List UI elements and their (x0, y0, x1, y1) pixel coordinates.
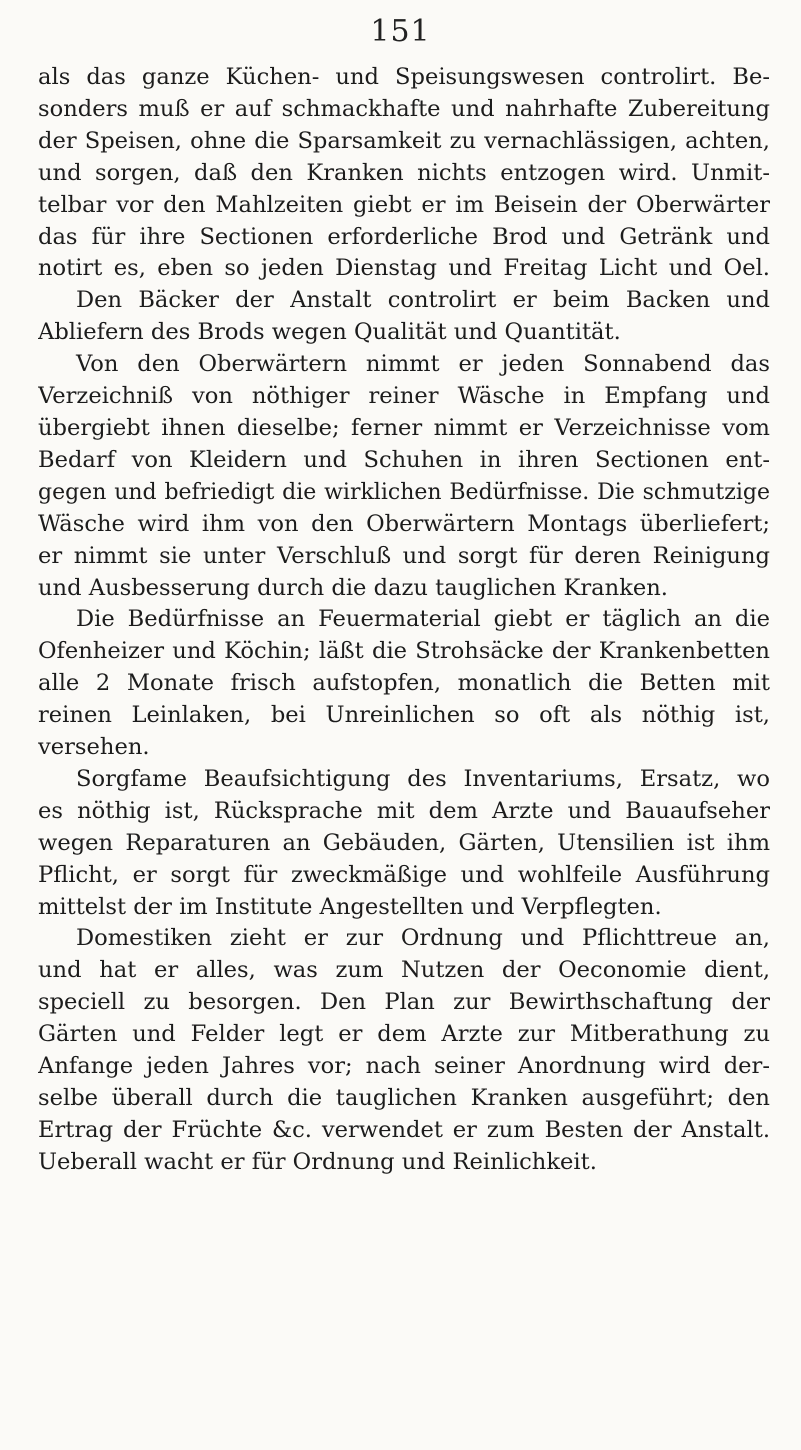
text-line: Die Bedürfnisse an Feuermaterial giebt er täglich an die (76, 606, 770, 633)
text-line: übergiebt ihnen dieselbe; ferner nimmt er Verzeichnisse vom (38, 414, 770, 441)
text-line: speciell zu besorgen. Den Plan zur Bewirthschaftung der (38, 989, 770, 1016)
text-line: das für ihre Sectionen erforderliche Brod und Getränk und (38, 223, 770, 250)
text-line: Sorgfame Beaufsichtigung des Inventariums, Ersatz, wo (76, 765, 770, 792)
text-line: Verzeichniß von nöthiger reiner Wäsche in Empfang und (38, 383, 770, 410)
text-line: als das ganze Küchen- und Speisungswesen controlirt. Be- (38, 64, 770, 90)
text-line: mittelst der im Institute Angestellten und Verpflegten. (38, 893, 662, 920)
text-line: alle 2 Monate frisch aufstopfen, monatlich die Betten mit (38, 670, 770, 697)
text-line: er nimmt sie unter Verschluß und sorgt für deren Reinigung (38, 542, 770, 569)
text-line: Abliefern des Brods wegen Qualität und Quantität. (38, 319, 621, 346)
text-line: Ofenheizer und Köchin; läßt die Strohsäcke der Krankenbetten (38, 638, 770, 665)
text-line: Ertrag der Früchte &c. verwendet er zum Besten der Anstalt. (38, 1116, 770, 1143)
text-line: versehen. (38, 734, 150, 761)
text-line: gegen und befriedigt die wirklichen Bedürfnisse. Die schmutzige (38, 479, 770, 505)
text-line: der Speisen, ohne die Sparsamkeit zu vernachlässigen, achten, (38, 127, 770, 154)
text-line: Wäsche wird ihm von den Oberwärtern Montags überliefert; (38, 510, 770, 537)
text-line: Pflicht, er sorgt für zweckmäßige und wohlfeile Ausführung (38, 861, 770, 888)
text-line: Ueberall wacht er für Ordnung und Reinlichkeit. (38, 1148, 597, 1175)
text-line: Bedarf von Kleidern und Schuhen in ihren Sectionen ent- (38, 446, 770, 473)
text-line: wegen Reparaturen an Gebäuden, Gärten, Utensilien ist ihm (38, 829, 770, 856)
text-line: sonders muß er auf schmackhafte und nahrhafte Zubereitung (38, 95, 770, 122)
text-line: Domestiken zieht er zur Ordnung und Pflichttreue an, (76, 925, 770, 952)
text-line: Den Bäcker der Anstalt controlirt er beim Backen und (76, 287, 770, 314)
body-text (38, 62, 770, 1179)
text-line: Anfange jeden Jahres vor; nach seiner Anordnung wird der- (38, 1053, 770, 1080)
text-line: es nöthig ist, Rücksprache mit dem Arzte und Bauaufseher (38, 797, 770, 824)
page-number: 151 (370, 14, 431, 49)
text-line: Gärten und Felder legt er dem Arzte zur Mitberathung zu (38, 1021, 770, 1048)
text-line: und sorgen, daß den Kranken nichts entzogen wird. Unmit- (38, 159, 770, 186)
text-line: und hat er alles, was zum Nutzen der Oeconomie dient, (38, 957, 770, 984)
text-line: notirt es, eben so jeden Dienstag und Freitag Licht und Oel. (38, 255, 770, 282)
text-line: selbe überall durch die tauglichen Kranken ausgeführt; den (38, 1085, 770, 1111)
text-line: und Ausbesserung durch die dazu tauglichen Kranken. (38, 574, 668, 601)
text-line: reinen Leinlaken, bei Unreinlichen so oft als nöthig ist, (38, 702, 770, 729)
text-line: telbar vor den Mahlzeiten giebt er im Beisein der Oberwärter (38, 191, 770, 218)
text-line: Von den Oberwärtern nimmt er jeden Sonnabend das (76, 351, 770, 378)
